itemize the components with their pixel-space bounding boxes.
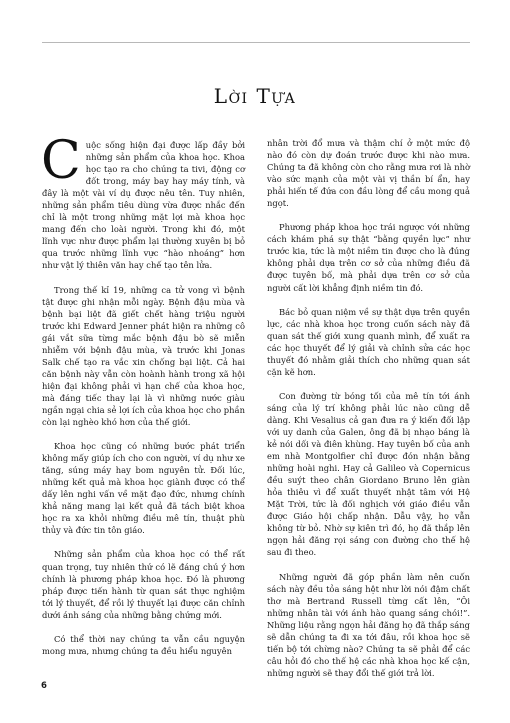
paragraph: Khoa học cũng có những bước phát triển không mấy giúp ích cho con người, ví dụ như xe tăng, súng máy hay bom nguyên tử. Đối lúc, những kết quả mà khoa học giành được có thể dấy lên nghi vấn về mặt đạo đức, nhưng chính khả năng mang lại kết quả đã tách biệt khoa học ra xa khỏi những điều mê tín, thuật phù thủy và đức tin tôn giáo. bbox=[42, 441, 245, 536]
paragraph: nhân trời đổ mưa và thậm chí ở một mức độ nào đó còn dự đoán trước được khi nào mưa. Chúng ta đã không còn cho rằng mưa rơi là nhờ vào sức mạnh của một vài vị thần bí ẩn, hay phải hiến tế đứa con đầu lòng để cầu mong quả ngọt. bbox=[267, 138, 470, 209]
paragraph-text: uộc sống hiện đại được lấp đầy bởi những sản phẩm của khoa học. Khoa học tạo ra cho chúng ta tivi, động cơ đốt trong, máy bay hay máy tính, và đây là một vài ví dụ được nêu tên. Tuy nhiên, những sản phẩm tiêu dùng vừa được nhắc đến chỉ là một trong những mặt lợi mà khoa học mang đến cho loài người. Trong khi đó, một lĩnh vực như được phẩm lại thường xuyên bị bỏ qua trước những lĩnh vực “hào nhoáng” hơn như vật lý thiên văn hay chế tạo tên lửa. bbox=[42, 140, 245, 271]
paragraph: Có thể thời nay chúng ta vẫn cầu nguyện mong mưa, nhưng chúng ta đều hiểu nguyên bbox=[42, 633, 245, 656]
right-column bbox=[267, 137, 470, 691]
paragraph bbox=[41, 131, 245, 272]
page-number: 6 bbox=[41, 681, 47, 691]
paragraph: Phương pháp khoa học trái ngược với những cách khám phá sự thật “bằng quyền lực” như trước kia, tức là một niềm tin được cho là đúng không phải dựa trên cơ sở của những điều đã được tuyên bố, mà phải dựa trên cơ sở của người cất lời khẳng định niềm tin đó. bbox=[267, 222, 470, 293]
paragraph: Trong thế kỉ 19, những ca tử vong vì bệnh tật được ghi nhận mỗi ngày. Bệnh đậu mùa và bệnh bại liệt đã giết chết hàng triệu người trước khi Edward Jenner phát hiện ra những cô gái vắt sữa từng mắc bệnh đậu bò sẽ miễn nhiễm với bệnh đậu mùa, và trước khi Jonas Salk chế tạo ra vắc xin chống bại liệt. Cả hai căn bệnh này vẫn còn hoành hành trong xã hội hiện đại không phải vì hạn chế của khoa học, mà đáng tiếc thay lại là vì những nước giàu ngần ngại chia sẻ lợi ích của khoa học cho phần còn lại nghèo khó hơn của thế giới. bbox=[42, 284, 245, 428]
paragraph: Bác bỏ quan niệm về sự thật dựa trên quyền lực, các nhà khoa học trong cuốn sách này đã quan sát thế giới xung quanh mình, để xuất ra các học thuyết để lý giải và chỉnh sửa các học thuyết đó nhằm giải thích cho những quan sát cặn kẽ hơn. bbox=[267, 306, 470, 377]
left-column bbox=[41, 131, 245, 669]
chapter-title: Lời Tựa bbox=[213, 84, 297, 108]
paragraph: Những người đã góp phần làm nên cuốn sách này đều tỏa sáng hệt như lời nói đậm chất thơ mà Bertrand Russell từng cất lên, “Ôi những nhân tài với ánh hào quang sáng chói!”. Những liệu rằng ngọn hải đăng họ đã thắp sáng sẽ dẫn chúng ta đi xa tới đâu, rồi khoa học sẽ tiến bộ tới chừng nào? Chúng ta sẽ phải để các câu hỏi đó cho thế hệ các nhà khoa học kế cận, những người sẽ thay đổi thế giới trả lời. bbox=[267, 571, 470, 678]
drop-cap: C bbox=[41, 131, 81, 191]
paragraph: Con đường từ bóng tối của mê tín tới ánh sáng của lý trí không phải lúc nào cũng dễ dàng. Khi Vesalius cả gan đưa ra ý kiến đối lập với uy danh của Galen, ông đã bị nhạo báng là kẻ nói dối và điên khùng. Hay tuyên bố của anh em nhà Montgolfier chỉ được đón nhận bằng những hoài nghi. Hay cả Galileo và Copernicus đều suýt theo chân Giordano Bruno lên giàn hỏa thiêu vì để xuất thuyết nhật tâm với Hệ Mặt Trời, tức là đối nghịch với giáo điều vẫn được Giáo hội chấp nhận. Dẫu vậy, họ vẫn không từ bỏ. Nhờ sự kiên trì đó, họ đã thắp lên ngọn hải đăng rọi sáng con đường cho thế hệ sau đi theo. bbox=[267, 390, 470, 558]
header-rule bbox=[42, 42, 470, 43]
paragraph: Những sản phẩm của khoa học có thể rất quan trọng, tuy nhiên thứ có lẽ đáng chú ý hơn chính là phương pháp khoa học. Đó là phương pháp được tiến hành từ quan sát thực nghiệm tới lý thuyết, để rồi lý thuyết lại được căn chỉnh dưới ánh sáng của những bằng chứng mới. bbox=[42, 549, 245, 620]
